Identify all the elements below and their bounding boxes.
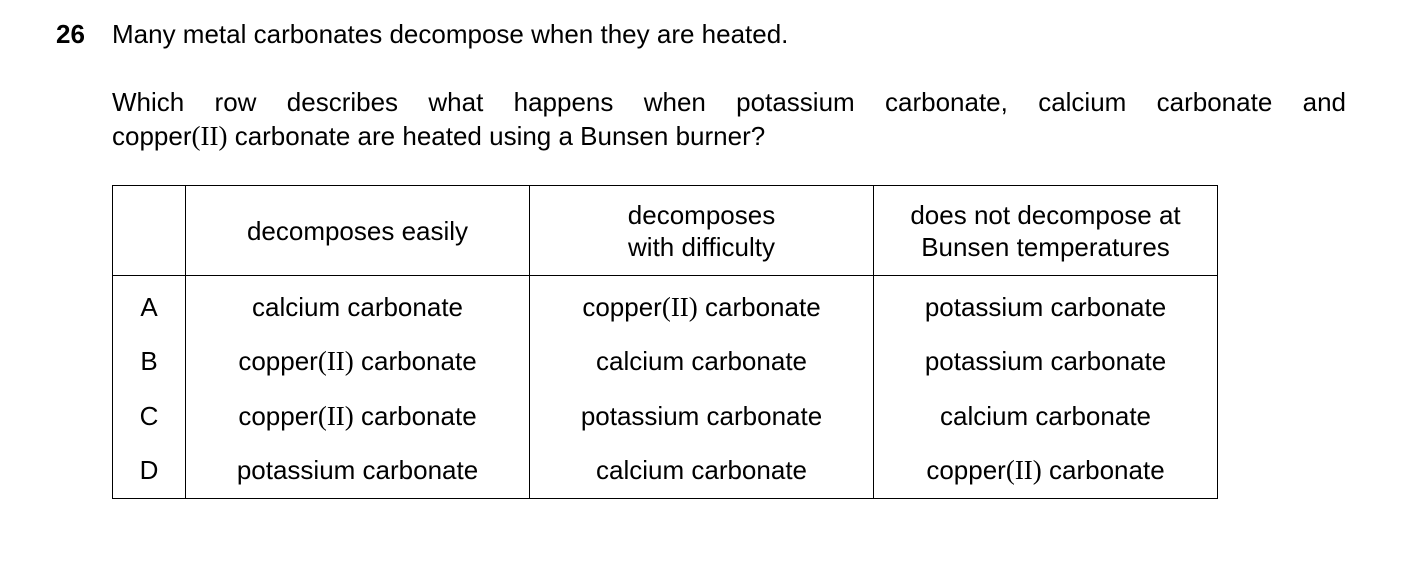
option-row-a	[113, 276, 1218, 335]
cell-text: calcium carbonate	[940, 400, 1151, 431]
option-cell	[186, 389, 530, 444]
header-col1-text: decomposes easily	[246, 215, 469, 246]
question-number: 26	[56, 19, 85, 49]
option-letter: A	[113, 276, 186, 335]
header-col2-line1: decomposes	[627, 199, 776, 230]
option-row-b	[113, 335, 1218, 390]
option-cell	[530, 444, 874, 499]
option-cell	[186, 335, 530, 390]
cell-text-suffix: carbonate	[353, 346, 477, 377]
option-letter: C	[113, 389, 186, 444]
cell-text: copper	[582, 291, 662, 322]
cell-text: calcium carbonate	[596, 346, 807, 377]
question-prompt	[112, 85, 1346, 153]
cell-roman-numeral: (II)	[317, 400, 354, 431]
cell-text: copper	[238, 346, 318, 377]
header-col3-line1: does not decompose at	[910, 199, 1181, 230]
prompt-line-2-pre: copper	[112, 121, 192, 151]
cell-text: copper	[238, 400, 318, 431]
question-stem: Many metal carbonates decompose when they are heated.	[112, 19, 789, 49]
answer-options-table	[112, 185, 1218, 499]
cell-text: potassium carbonate	[236, 455, 479, 486]
cell-text: potassium carbonate	[580, 400, 823, 431]
header-decomposes-with-difficulty	[530, 186, 874, 276]
header-decomposes-easily	[186, 186, 530, 276]
header-col2-line2: with difficulty	[628, 231, 775, 262]
prompt-line-2-roman: (II)	[191, 121, 228, 151]
option-cell	[874, 389, 1218, 444]
option-letter: D	[113, 444, 186, 499]
cell-text: calcium carbonate	[252, 291, 463, 322]
option-cell	[530, 335, 874, 390]
cell-text: copper	[926, 455, 1006, 486]
cell-text-suffix: carbonate	[1041, 455, 1165, 486]
cell-text-suffix: carbonate	[697, 291, 821, 322]
option-cell	[874, 276, 1218, 335]
prompt-line-2-post: carbonate are heated using a Bunsen burner?	[227, 121, 766, 151]
cell-roman-numeral: (II)	[317, 346, 354, 377]
prompt-line-2	[112, 119, 1346, 153]
cell-roman-numeral: (II)	[1005, 455, 1042, 486]
option-cell	[874, 335, 1218, 390]
cell-text-suffix: carbonate	[353, 400, 477, 431]
header-blank	[113, 186, 186, 276]
option-cell	[186, 276, 530, 335]
option-cell	[530, 389, 874, 444]
prompt-line-1: Which row describes what happens when potassium carbonate, calcium carbonate and	[112, 87, 1346, 117]
cell-text: calcium carbonate	[596, 455, 807, 486]
cell-roman-numeral: (II)	[661, 291, 698, 322]
header-col3-line2: Bunsen temperatures	[921, 231, 1170, 262]
option-row-d	[113, 444, 1218, 499]
option-row-c	[113, 389, 1218, 444]
option-letter: B	[113, 335, 186, 390]
option-cell	[874, 444, 1218, 499]
cell-text: potassium carbonate	[924, 346, 1167, 377]
option-cell	[186, 444, 530, 499]
header-does-not-decompose	[874, 186, 1218, 276]
cell-text: potassium carbonate	[924, 291, 1167, 322]
option-cell	[530, 276, 874, 335]
header-row	[113, 186, 1218, 276]
